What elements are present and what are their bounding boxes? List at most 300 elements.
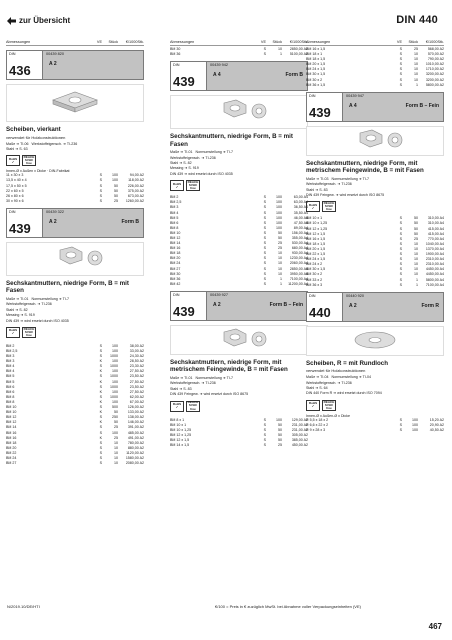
table-cell: BM 24 x 2 <box>306 262 323 267</box>
table-cell: S <box>99 425 102 430</box>
table-cell: S <box>99 461 102 466</box>
table-cell: BM 14 <box>170 241 181 246</box>
table-cell: BM 20 <box>6 445 17 450</box>
table-cell: BM 27 <box>170 266 181 271</box>
table-cell: 13,5 x 40 x 4 <box>6 178 27 183</box>
table-cell: S <box>99 445 102 450</box>
table-cell: 100 <box>412 428 418 432</box>
table-cell: 27,50 A2 <box>129 389 144 394</box>
table-cell: S <box>399 272 402 277</box>
table-cell: R 9 x 28 x 3 <box>306 428 326 432</box>
table-cell: BM 14 <box>6 425 17 430</box>
table-cell: BM 10 <box>170 230 181 235</box>
table-cell: S <box>263 200 266 205</box>
table-cell: 1 <box>416 82 418 87</box>
table-cell: 10 <box>414 52 418 57</box>
page-din-title: DIN 440 <box>396 14 438 26</box>
table-cell: S <box>399 52 402 57</box>
table-cell: 1260,00 A2 <box>125 198 144 203</box>
table-cell: S <box>399 422 402 427</box>
table-cell: BM 8 <box>170 225 179 230</box>
table-cell: BM 2 <box>6 343 15 348</box>
table-cell: BM 12 <box>170 235 181 240</box>
table-cell: 1230,00 A4 <box>289 256 308 261</box>
table-cell: 231,00 A2 <box>291 427 308 432</box>
table-cell: S <box>99 343 102 348</box>
table-cell: BM 24 <box>6 455 17 460</box>
table-cell: S <box>263 427 266 432</box>
table-cell: 3950,00 A4 <box>289 271 308 276</box>
table-cell: 4450,00 A4 <box>425 272 444 277</box>
table-cell: 100 <box>112 349 118 353</box>
table-cell: S <box>263 195 266 200</box>
table-cell: S <box>399 236 402 241</box>
table-cell: 355,00 A4 <box>291 235 308 240</box>
table-cell: S <box>99 440 102 445</box>
table-cell: 10 <box>414 257 418 262</box>
table-cell: 100 <box>112 430 118 435</box>
table-cell: S <box>263 220 266 225</box>
table-cell: S <box>99 349 102 353</box>
reach-badge: REACH SVHC free <box>323 399 335 410</box>
table-cell: BM 4 <box>6 364 15 369</box>
table-row <box>6 199 144 204</box>
table-cell: K <box>99 379 102 384</box>
table-cell: 375,00 A2 <box>127 188 144 193</box>
price-table <box>306 216 444 287</box>
table-cell: 22 x 60 x 5 <box>6 188 24 193</box>
table-row <box>6 461 144 466</box>
table-cell: 250 <box>112 415 118 420</box>
table-cell: BM 12 <box>6 415 17 420</box>
table-cell: 100 <box>112 343 118 348</box>
table-cell: 10 <box>414 72 418 77</box>
table-cell: 50 <box>414 216 418 221</box>
table-cell: K <box>99 389 102 394</box>
table-cell: 33,00 A2 <box>129 349 144 353</box>
table-cell: 450,00 A2 <box>291 443 308 447</box>
column-header: Abmessungen VE Stück €/1000Stk. <box>6 40 144 44</box>
table-cell: 50 <box>278 235 282 240</box>
table-cell: BM 10 <box>6 410 17 415</box>
table-cell: 930,00 A4 <box>291 251 308 256</box>
table-cell: 100 <box>276 417 282 422</box>
table-cell: 530,00 A4 <box>291 241 308 246</box>
table-cell: 156,00 A4 <box>291 230 308 235</box>
product-meta: Maße ➜ TI-06 Werkstoffeigensch. ➜ TI-236 Stahl ➜ S. 63 <box>6 141 78 151</box>
table-cell: S <box>263 52 266 57</box>
table-row <box>170 443 308 448</box>
table-cell: 94,00 A2 <box>129 173 144 178</box>
back-label: zur Übersicht <box>19 16 71 25</box>
table-cell: BM 12 <box>6 420 17 425</box>
washer-square-image <box>6 84 144 122</box>
din-box-439-a4: DIN 439 00439 942 A 4 Form B <box>170 61 308 91</box>
table-cell: 2080,00 A2 <box>125 461 144 466</box>
table-cell: BM 10 x 1,25 <box>170 427 192 432</box>
table-cell: BM 3 <box>6 359 15 364</box>
table-cell: 10 <box>114 450 118 455</box>
table-cell: 1000 <box>110 364 118 369</box>
price-table <box>6 173 144 204</box>
table-cell: BM 30 x 1,5 <box>306 72 326 77</box>
table-cell: S <box>99 354 102 359</box>
table-cell: BM 42 <box>170 281 181 286</box>
table-row <box>306 428 444 433</box>
product-meta: Maße ➜ TI-01 Normumstellung ➜ TI-7 Werkstoffeigensch. ➜ TI-236 Stahl ➜ S. 83 DIN 439 Feingew. ➜ wird ersetzt durch ISO 8675 <box>170 375 249 397</box>
table-cell: 1710,00 A2 <box>425 67 444 72</box>
table-cell: S <box>399 267 402 272</box>
table-cell: BM 10 x 1 <box>306 216 323 221</box>
table-cell: S <box>263 443 266 447</box>
reach-badge: REACH SVHC free <box>23 326 35 338</box>
table-cell: 27,50 A2 <box>129 379 144 384</box>
table-cell: 10 <box>114 461 118 466</box>
table-cell: 50 <box>278 422 282 427</box>
table-cell: 1000 <box>110 394 118 399</box>
table-cell: S <box>399 77 402 82</box>
table-cell: 11200,00 A4 <box>288 281 308 286</box>
column-3 <box>306 40 444 433</box>
table-cell: 1000 <box>110 354 118 359</box>
table-cell: BM 30 x 2 <box>306 77 323 82</box>
table-cell: S <box>263 276 266 281</box>
table-cell: S <box>399 252 402 257</box>
table-cell: BM 8 <box>6 399 15 404</box>
table-cell: 10 <box>414 57 418 62</box>
table-cell: 129,00 A2 <box>291 417 308 422</box>
table-cell: BM 18 x 1 <box>306 52 323 57</box>
table-cell: 4450,00 A4 <box>425 267 444 272</box>
hex-nut-image <box>306 126 444 156</box>
table-cell: 89,00 A4 <box>293 225 308 230</box>
table-cell: BM 5 <box>6 379 15 384</box>
table-cell: BM 27 <box>6 461 17 466</box>
table-cell: S <box>399 221 402 226</box>
compliance-badges <box>170 180 308 191</box>
table-cell: 100 <box>276 215 282 220</box>
table-cell: 50 <box>114 188 118 193</box>
table-cell: BM 30 x 1,5 <box>306 267 326 272</box>
table-cell: 10 <box>278 251 282 256</box>
product-meta: Maße ➜ TI-03 Normumstellung ➜ TI-7 Werkstoffeigensch. ➜ TI-236 Stahl ➜ S. 83 DIN 439 Feingew. ➜ wird ersetzt durch ISO 8675 <box>306 176 385 197</box>
table-cell: 385,00 A2 <box>291 437 308 442</box>
product-subtitle: verwendet für Holzkonstruktionen <box>6 134 66 140</box>
table-cell: S <box>263 261 266 266</box>
table-cell: K <box>99 420 102 425</box>
table-cell: BM 10 x 1,25 <box>306 221 328 226</box>
dimension-note: Innen-Ø x Außen x Dicke · DIN-Fabrikat <box>6 169 70 174</box>
table-cell: 25 <box>114 425 118 430</box>
dimension-note: Innen-Ø x Außen-Ø x Dicke <box>306 413 350 418</box>
table-cell: 5800,00 A4 <box>425 277 444 282</box>
table-cell: S <box>399 417 402 422</box>
table-cell: 1010,00 A2 <box>425 62 444 67</box>
table-cell: 568,00 A2 <box>427 47 444 51</box>
din-box-439-fein: DIN 439 00439 927 A 2 Form B – Fein <box>170 291 308 321</box>
table-cell: S <box>263 281 266 286</box>
table-cell: 10 <box>414 246 418 251</box>
reach-badge: REACH SVHC free <box>23 155 35 166</box>
round-washer-image <box>306 326 444 356</box>
table-cell: 133,00 A2 <box>127 410 144 415</box>
table-cell: BM 10 <box>6 405 17 410</box>
table-cell: S <box>99 450 102 455</box>
table-cell: S <box>263 422 266 427</box>
price-table <box>306 418 444 433</box>
table-cell: 50 <box>114 193 118 198</box>
table-cell: 10 <box>414 241 418 246</box>
table-cell: 5100,00 A2 <box>289 52 308 57</box>
din-box-439-a4-fein: DIN 439 00439 947 A 4 Form B – Fein <box>306 92 444 122</box>
table-cell: 10 <box>278 261 282 266</box>
table-cell: 880,00 A2 <box>127 445 144 450</box>
table-cell: BM 24 x 1,5 <box>306 257 326 262</box>
table-cell: S <box>99 405 102 410</box>
table-cell: BM 4 <box>6 369 15 374</box>
compliance-badges <box>306 400 444 411</box>
din-box-440-r: DIN 440 00440 920 A 2 Form R <box>306 292 444 322</box>
table-cell: S <box>399 72 402 77</box>
table-cell: 673,00 A2 <box>127 193 144 198</box>
table-cell: BM 24 <box>170 261 181 266</box>
table-cell: 231,00 A2 <box>291 422 308 427</box>
table-cell: BM 30 <box>170 47 181 51</box>
table-cell: 100 <box>276 210 282 215</box>
table-cell: S <box>263 432 266 437</box>
table-cell: S <box>399 246 402 251</box>
table-cell: 100 <box>112 178 118 183</box>
table-cell: 1 <box>280 276 282 281</box>
table-cell: BM 22 <box>6 450 17 455</box>
table-cell: BM 20 <box>170 256 181 261</box>
table-cell: 10 <box>278 271 282 276</box>
table-cell: BM 2,5 <box>6 349 18 353</box>
hex-nut-image <box>170 325 308 355</box>
table-cell: BM 6 <box>6 389 15 394</box>
table-cell: BM 12 x 1,5 <box>170 437 190 442</box>
table-cell: 62,00 A2 <box>129 394 144 399</box>
table-cell: 25 <box>414 47 418 51</box>
table-cell: BM 3 <box>170 205 179 210</box>
table-cell: S <box>263 256 266 261</box>
table-cell: S <box>399 67 402 72</box>
table-cell: 415,00 A4 <box>427 226 444 231</box>
table-cell: 10 <box>414 272 418 277</box>
table-cell: 1 <box>280 281 282 286</box>
column-2 <box>170 40 308 448</box>
price-table <box>170 47 308 57</box>
table-cell: BM 36 x 3 <box>306 282 323 287</box>
table-cell: 25 <box>114 198 118 203</box>
table-cell: BM 36 <box>170 52 181 57</box>
product-subtitle: verwendet für Holzkonstruktionen <box>306 368 366 374</box>
table-cell: 100 <box>412 422 418 427</box>
table-cell: K <box>99 359 102 364</box>
table-cell: BM 18 x 1,5 <box>306 57 326 62</box>
table-cell: 50 <box>114 420 118 425</box>
table-cell: 23,50 A2 <box>129 374 144 379</box>
table-cell: S <box>263 210 266 215</box>
product-meta: Maße ➜ TI-04 Normumstellung ➜ TI-04 Werkstoffeigensch. ➜ TI-236 Stahl ➜ S. 64 DIN 440 Form R ➜ wird ersetzt durch ISO 7094 <box>306 375 382 396</box>
table-cell: 27,50 A2 <box>129 369 144 374</box>
table-cell: 305,00 A2 <box>291 432 308 437</box>
back-arrow-icon <box>7 17 16 25</box>
table-cell: BM 30 x 2 <box>306 272 323 277</box>
table-cell: 100 <box>112 379 118 384</box>
table-cell: 100 <box>276 220 282 225</box>
table-cell: 126,00 A2 <box>127 405 144 410</box>
compliance-badges <box>6 155 144 166</box>
footer-price-note: €/100 = Preis in € zuzüglich MwSt. bei Abnahme voller Verpackungseinheiten (VE) <box>215 604 361 609</box>
table-cell: 310,00 A4 <box>427 221 444 226</box>
table-cell: 50 <box>414 226 418 231</box>
table-cell: 10 <box>114 455 118 460</box>
table-cell: 3200,00 A2 <box>425 72 444 77</box>
table-cell: 35,50 A4 <box>293 210 308 215</box>
table-cell: 50 <box>114 183 118 188</box>
table-row <box>170 52 308 57</box>
table-cell: S <box>263 241 266 246</box>
table-cell: S <box>99 374 102 379</box>
price-table <box>170 418 308 449</box>
page-header <box>0 0 452 30</box>
rohs-badge: RoHS ✓ <box>170 401 184 412</box>
table-cell: 2060,00 A4 <box>289 261 308 266</box>
table-cell: 50 <box>414 231 418 236</box>
hex-nut-image <box>6 242 144 276</box>
din-box-436: DIN 436 00439 820 A 2 <box>6 50 144 80</box>
table-cell: 100 <box>112 399 118 404</box>
table-cell: S <box>263 417 266 422</box>
table-cell: 10 <box>414 62 418 67</box>
table-cell: 10 <box>114 440 118 445</box>
table-cell: 10 <box>278 266 282 271</box>
table-cell: S <box>99 173 102 178</box>
table-cell: K <box>99 399 102 404</box>
table-cell: 10 <box>414 267 418 272</box>
table-cell: S <box>399 257 402 262</box>
table-cell: 25 <box>278 241 282 246</box>
table-cell: 1 <box>280 52 282 57</box>
table-cell: 7100,00 A4 <box>289 276 308 281</box>
table-cell: 1120,00 A2 <box>126 450 144 455</box>
table-cell: BM 30 <box>170 271 181 276</box>
table-cell: S <box>399 262 402 267</box>
column-1 <box>6 40 144 466</box>
table-cell: 25 <box>414 236 418 241</box>
footer-doc-id: N/2019.10/DE/HTI <box>7 604 40 609</box>
table-cell: BM 8 x 1 <box>170 417 185 422</box>
product-title: Sechskantmuttern, niedrige Form, B = mit Fasen <box>170 133 293 148</box>
table-cell: 50 <box>414 221 418 226</box>
table-cell: BM 16 <box>170 246 181 251</box>
table-cell: S <box>399 241 402 246</box>
table-cell: 100 <box>112 389 118 394</box>
table-cell: BM 24 x 1,5 <box>306 67 326 72</box>
price-table <box>6 344 144 466</box>
table-cell: S <box>263 230 266 235</box>
table-cell: BM 16 <box>6 430 17 435</box>
table-cell: 1 <box>416 277 418 282</box>
table-cell: S <box>399 82 402 87</box>
table-cell: BM 6 <box>6 384 15 389</box>
table-cell: BM 4 <box>170 210 179 215</box>
table-cell: 391,00 A2 <box>127 425 144 430</box>
page-number: 467 <box>428 622 442 631</box>
table-cell: S <box>99 430 102 435</box>
table-cell: S <box>263 47 266 51</box>
table-cell: BM 5 <box>6 374 15 379</box>
table-cell: 47,50 A4 <box>293 220 308 225</box>
rohs-badge: RoHS ✓ <box>170 180 184 191</box>
table-cell: 680,00 A4 <box>291 246 308 251</box>
table-cell: 310,00 A4 <box>427 216 444 221</box>
reach-badge: REACH SVHC free <box>187 179 199 191</box>
table-cell: 23,30 A2 <box>129 364 144 369</box>
table-cell: 50 <box>278 230 282 235</box>
table-cell: 25 <box>114 435 118 440</box>
compliance-badges <box>306 201 444 212</box>
table-cell: BM 33 x 2 <box>306 277 323 282</box>
table-cell: BM 22 x 1,5 <box>306 252 326 257</box>
table-row <box>170 282 308 287</box>
table-cell: 1000 <box>110 384 118 389</box>
table-cell: 20,90 A2 <box>429 422 444 427</box>
table-cell: S <box>99 193 102 198</box>
table-cell: 63,00 A4 <box>293 195 308 200</box>
reach-badge: REACH SVHC free <box>187 400 199 411</box>
table-cell: 10 <box>414 67 418 72</box>
table-cell: S <box>263 215 266 220</box>
table-cell: S <box>399 216 402 221</box>
table-cell: S <box>399 47 402 51</box>
table-cell: S <box>263 271 266 276</box>
table-cell: S <box>99 394 102 399</box>
table-cell: BM 36 x 1,5 <box>306 82 326 87</box>
table-cell: 10 <box>414 262 418 267</box>
table-cell: 50 <box>114 410 118 415</box>
table-cell: 11 x 30 x 3 <box>6 173 24 178</box>
table-cell: R 6,6 x 22 x 2 <box>306 422 329 427</box>
table-cell: 100 <box>276 225 282 230</box>
back-to-overview-link[interactable] <box>7 16 70 25</box>
table-cell: S <box>263 225 266 230</box>
table-cell: 780,00 A2 <box>127 440 144 445</box>
table-cell: S <box>99 183 102 188</box>
table-cell: S <box>399 428 402 432</box>
table-cell: 23,50 A2 <box>129 384 144 389</box>
column-header: Abmessungen VE Stück €/1000Stk. <box>170 40 308 44</box>
table-cell: 67,00 A2 <box>129 399 144 404</box>
table-cell: 226,00 A2 <box>127 183 144 188</box>
table-cell: BM 2 <box>170 195 179 200</box>
table-cell: 15,20 A2 <box>429 417 444 422</box>
table-cell: BM 20 x 1,5 <box>306 246 326 251</box>
table-cell: S <box>399 62 402 67</box>
table-cell: 100 <box>112 173 118 178</box>
table-cell: 10 <box>114 445 118 450</box>
table-cell: 2310,00 A4 <box>425 257 444 262</box>
table-cell: 770,00 A4 <box>427 236 444 241</box>
table-cell: BM 14 x 1,5 <box>170 443 190 447</box>
table-cell: 415,00 A4 <box>427 231 444 236</box>
table-cell: 50 <box>278 437 282 442</box>
table-cell: S <box>99 364 102 369</box>
product-title: Scheiben, R = mit Rundloch <box>306 359 388 367</box>
table-cell: 24,30 A2 <box>129 354 144 359</box>
table-cell: BM 16 x 1,5 <box>306 47 326 51</box>
